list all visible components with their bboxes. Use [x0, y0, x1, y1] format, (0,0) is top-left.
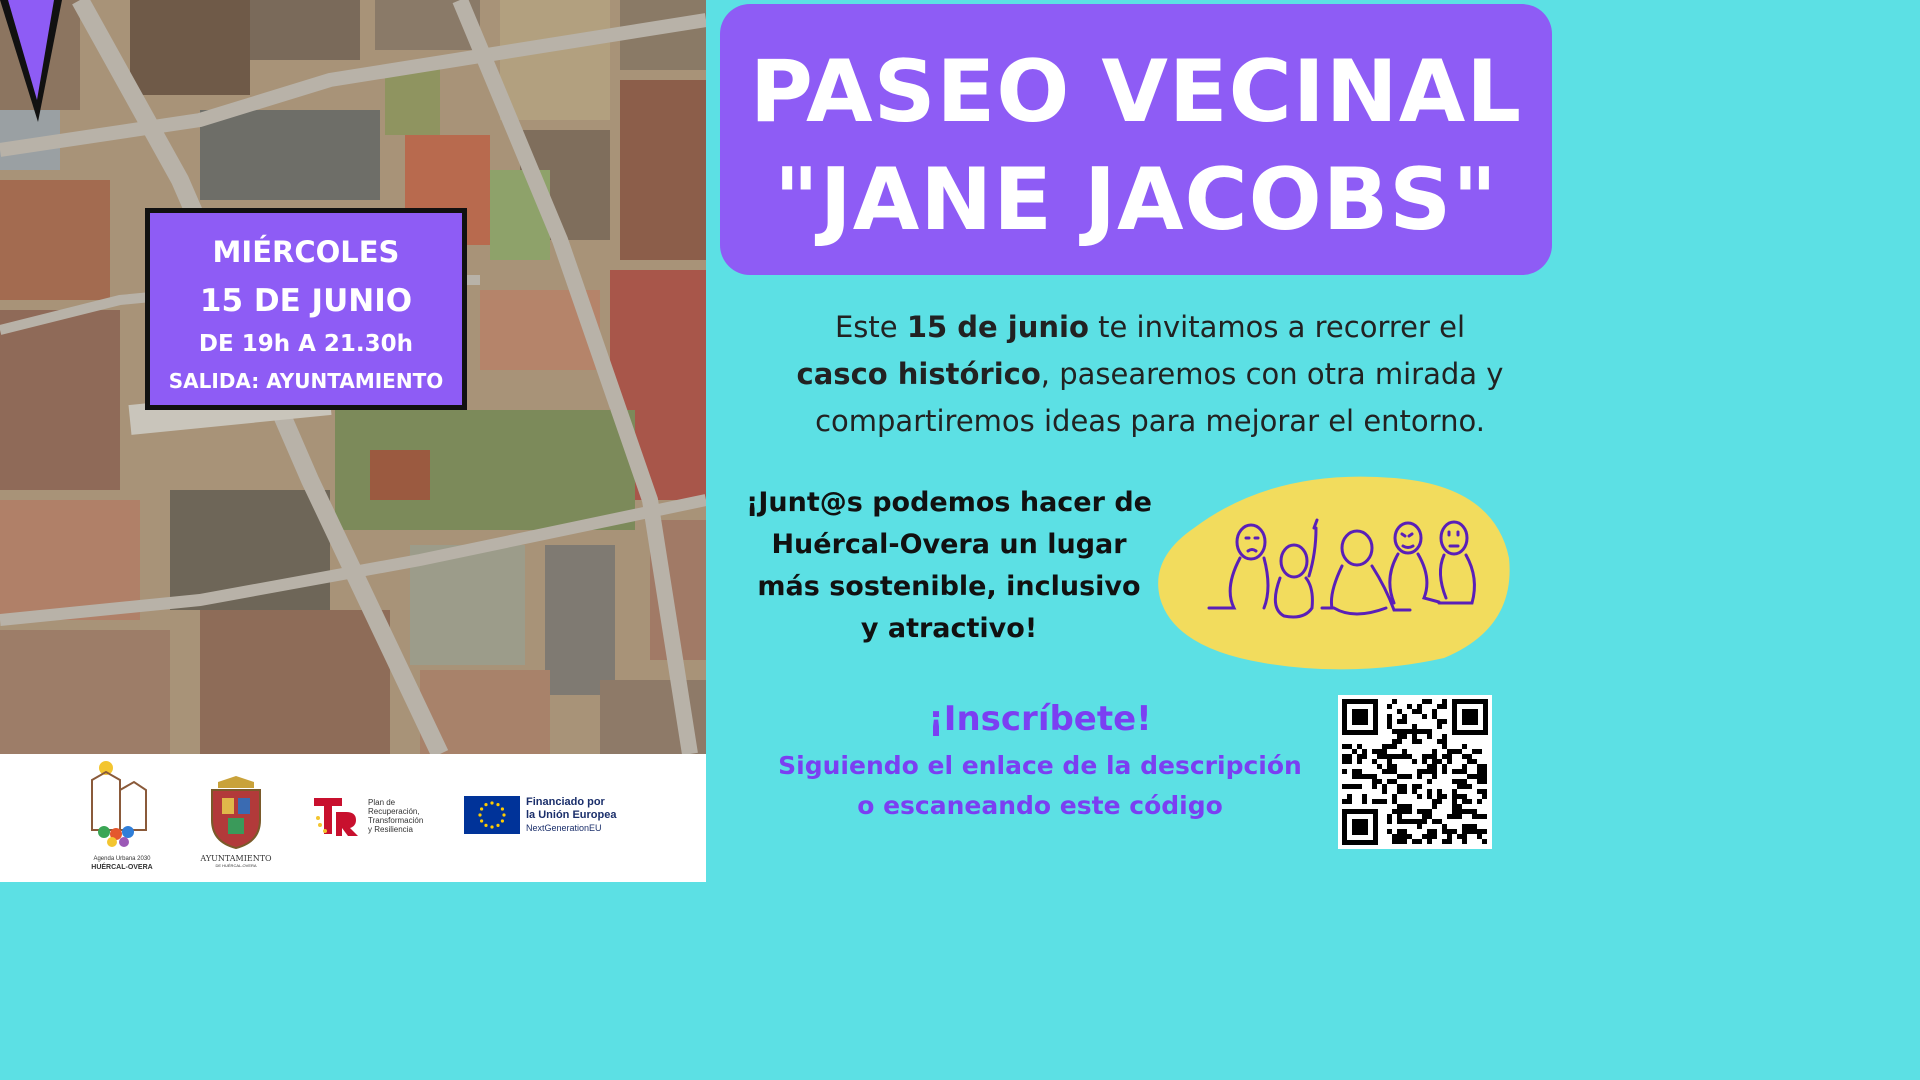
callout-time: DE 19h A 21.30h	[198, 331, 414, 357]
cta-title: ¡Inscríbete!	[928, 699, 1152, 739]
eu-logo-line2: la Unión Europea	[526, 809, 617, 821]
intro-text: , pasearemos con otra mirada y	[1040, 357, 1504, 391]
slogan-line2: Huércal-Overa un lugar	[771, 529, 1127, 560]
agenda-logo-line2: HUÉRCAL-OVERA	[91, 864, 153, 871]
slogan-line1: ¡Junt@s podemos hacer de	[746, 487, 1152, 518]
plan-logo-line3: Transformación	[368, 816, 424, 825]
eu-flag-logo	[464, 796, 520, 834]
intro-paragraph	[730, 304, 1570, 445]
callout-start: SALIDA: AYUNTAMIENTO	[168, 369, 444, 393]
callout-date: 15 DE JUNIO	[199, 283, 413, 319]
plan-logo-line2: Recuperación,	[368, 807, 420, 816]
intro-text: te invitamos a recorrer el	[1088, 310, 1466, 344]
plan-logo-line1: Plan de	[368, 798, 396, 807]
signup-cta	[730, 696, 1350, 826]
title-line1: PASEO VECINAL	[749, 42, 1523, 142]
aerial-map	[0, 0, 706, 754]
ayuntamiento-shield-logo	[206, 776, 266, 850]
title-line2: "JANE JACOBS"	[773, 150, 1499, 250]
callout-tail	[0, 0, 80, 130]
agenda-urbana-logo	[86, 760, 152, 856]
ayuntamiento-logo-line2: DE HUÉRCAL-OVERA	[215, 863, 257, 868]
eu-logo-line1: Financiado por	[526, 796, 605, 808]
cta-line1: Siguiendo el enlace de la descripción	[778, 751, 1302, 780]
qr-code[interactable]	[1338, 695, 1492, 849]
eu-logo-text	[526, 796, 616, 835]
intro-place: casco histórico	[796, 357, 1041, 391]
cta-subtitle	[730, 746, 1350, 826]
slogan-line3: más sostenible, inclusivo	[757, 571, 1141, 602]
slogan	[742, 482, 1156, 650]
date-callout	[145, 208, 467, 410]
callout-day: MIÉRCOLES	[212, 235, 400, 269]
eu-logo-line3: NextGenerationEU	[526, 823, 602, 833]
people-illustration	[1154, 458, 1514, 673]
intro-date: 15 de junio	[906, 310, 1089, 344]
slogan-line4: y atractivo!	[860, 613, 1038, 644]
ayuntamiento-logo-line1: AYUNTAMIENTO	[200, 854, 272, 863]
plan-logo-text	[368, 798, 423, 834]
sponsor-logos	[0, 754, 706, 882]
cta-line2: o escaneando este código	[857, 791, 1223, 820]
plan-logo-line4: y Resiliencia	[368, 825, 413, 834]
yellow-blob-shape	[1158, 477, 1509, 670]
plan-recuperacion-logo	[312, 794, 362, 838]
qr-code-pattern	[1338, 695, 1492, 849]
intro-text: Este	[834, 310, 907, 344]
title-banner	[720, 4, 1552, 275]
intro-text: compartiremos ideas para mejorar el entorno.	[815, 404, 1485, 438]
agenda-logo-line1: Agenda Urbana 2030	[93, 856, 151, 862]
